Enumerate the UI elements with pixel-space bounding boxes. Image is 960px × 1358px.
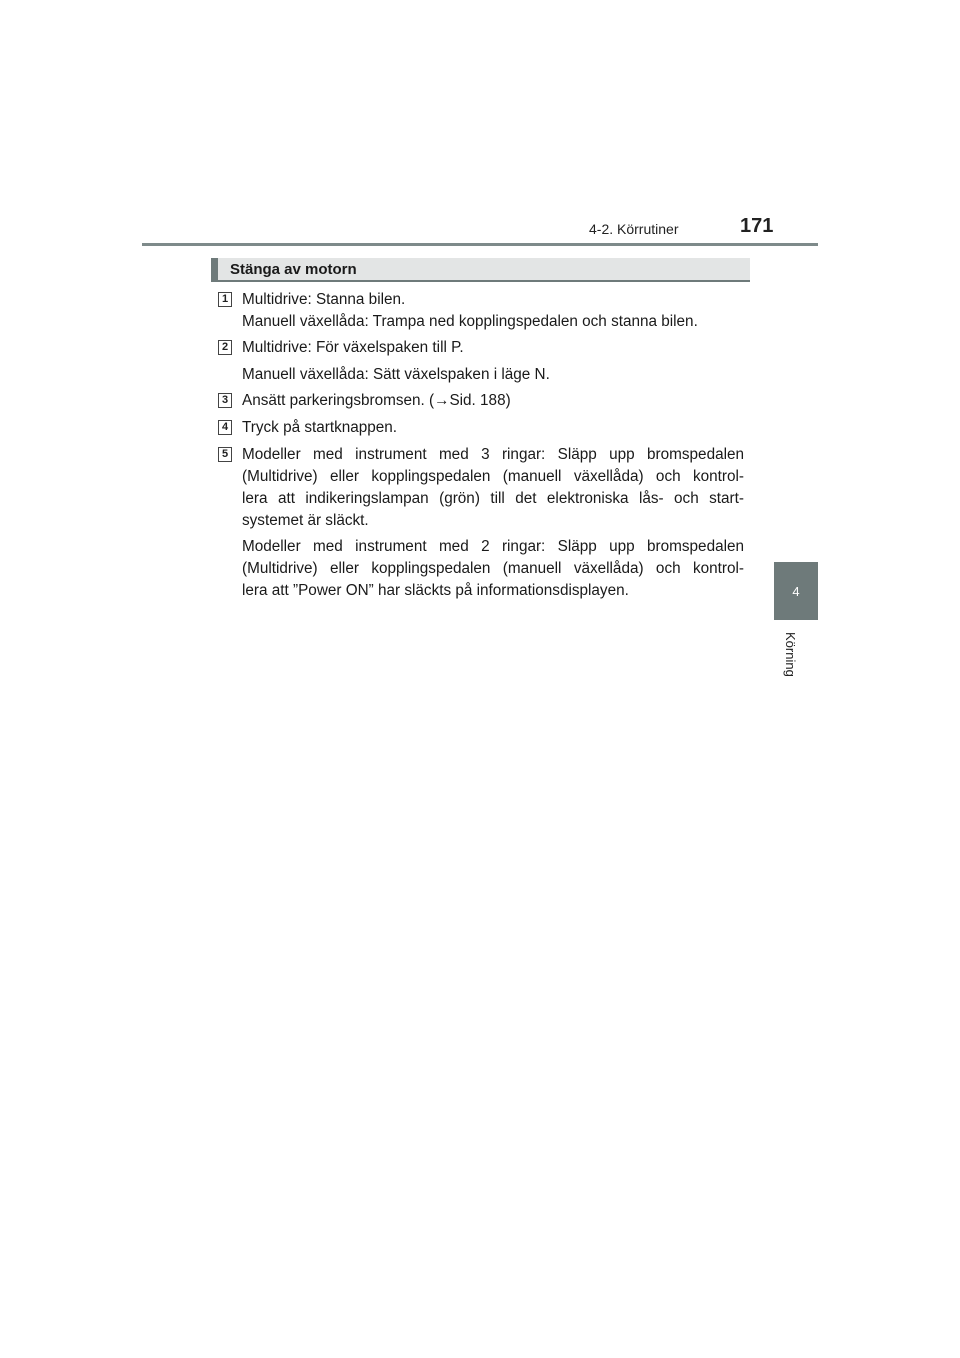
step-4-line-1: Tryck på startknappen. xyxy=(242,419,398,436)
header-rule xyxy=(142,243,818,246)
running-header-section: 4-2. Körrutiner xyxy=(589,221,679,237)
section-heading-bar xyxy=(211,258,750,282)
chapter-tab xyxy=(774,562,818,620)
step-1-line-2: Manuell växellåda: Trampa ned kopplingspedalen och stanna bilen. xyxy=(242,313,698,330)
step-5-line-3: lera att indikeringslampan (grön) till det elektroniska lås- och start- xyxy=(242,490,744,507)
step-5-line-2: (Multidrive) eller kopplingspedalen (manuell växellåda) och kontrol- xyxy=(242,468,744,485)
step-number-4: 4 xyxy=(218,420,232,435)
chapter-tab-label: Körning xyxy=(783,632,798,677)
step-5-line-4: systemet är släckt. xyxy=(242,512,369,529)
step-number-3: 3 xyxy=(218,393,232,408)
step-5-line-1: Modeller med instrument med 3 ringar: Släpp upp bromspedalen xyxy=(242,446,744,463)
step-number-5: 5 xyxy=(218,447,232,462)
step-5-line-6: (Multidrive) eller kopplingspedalen (manuell växellåda) och kontrol- xyxy=(242,560,744,577)
step-2-line-1: Multidrive: För växelspaken till P. xyxy=(242,339,464,356)
step-1-line-1: Multidrive: Stanna bilen. xyxy=(242,291,406,308)
chapter-tab-number: 4 xyxy=(792,583,800,599)
section-title: Stänga av motorn xyxy=(230,261,357,278)
step-5-line-7: lera att ”Power ON” har släckts på informationsdisplayen. xyxy=(242,582,629,599)
page-number: 171 xyxy=(740,215,774,237)
step-number-1: 1 xyxy=(218,292,232,307)
step-number-2: 2 xyxy=(218,340,232,355)
step-5-line-5: Modeller med instrument med 2 ringar: Släpp upp bromspedalen xyxy=(242,538,744,555)
step-2-line-2: Manuell växellåda: Sätt växelspaken i läge N. xyxy=(242,366,550,383)
step-3-line-1: Ansätt parkeringsbromsen. (→Sid. 188) xyxy=(242,392,511,409)
